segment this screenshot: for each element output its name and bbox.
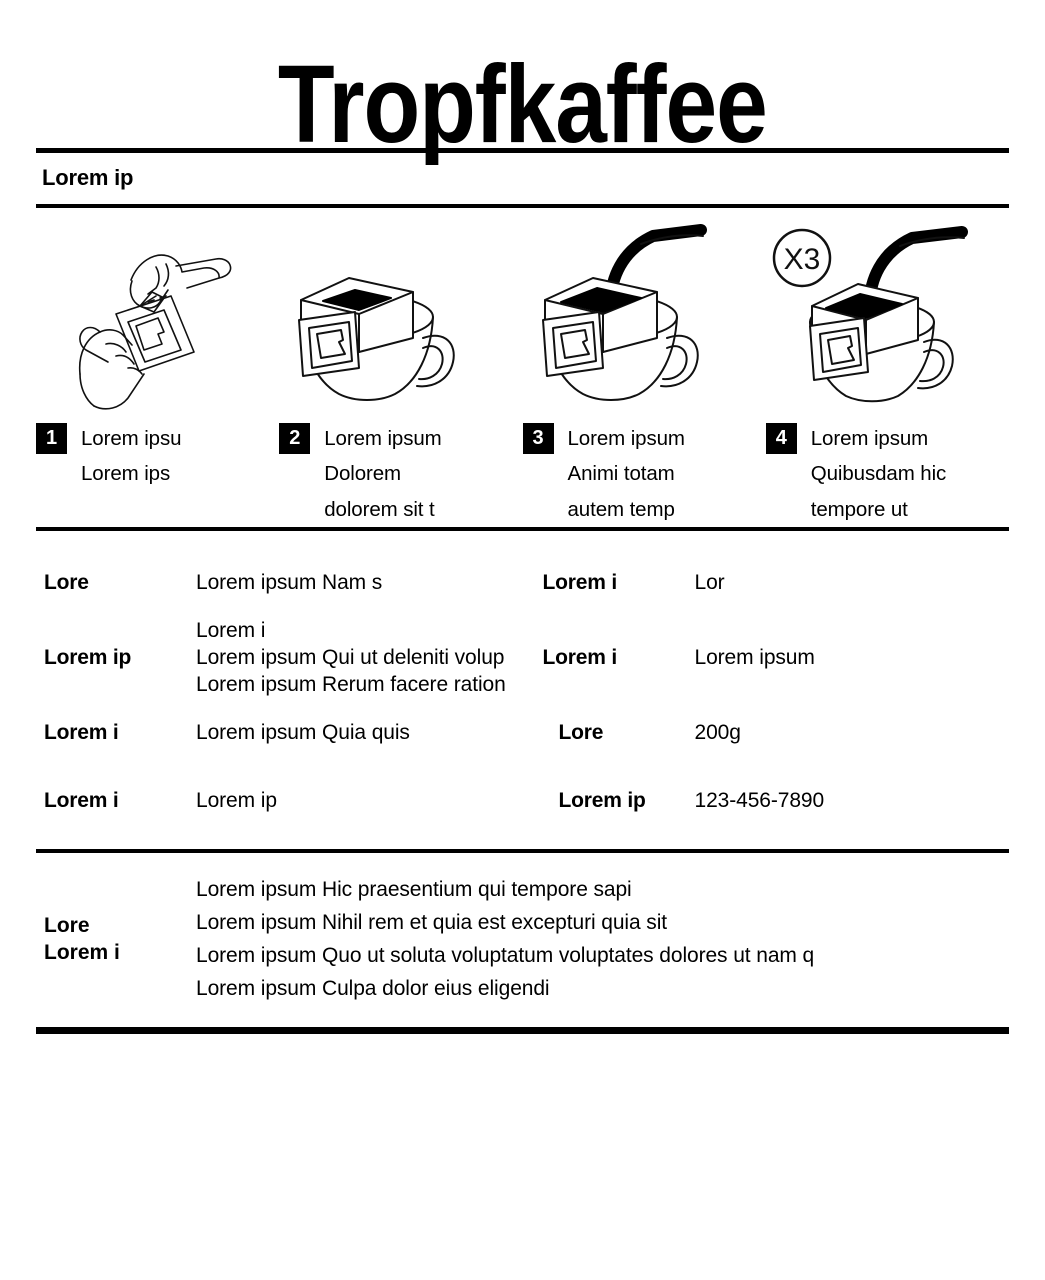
step-2-illustration: [279, 222, 508, 417]
spec-label: Lorem ip: [44, 645, 132, 669]
spec-cell-left: [36, 719, 523, 746]
step-3-line-1: Lorem ipsum: [567, 427, 685, 450]
spec-value: [196, 569, 382, 596]
table-row: [36, 617, 1009, 699]
spec-value-line: 200g: [694, 720, 741, 744]
pouring-water-into-drip-bag-icon: [523, 222, 758, 417]
spec-value-line: 123-456-7890: [694, 788, 825, 812]
spec-value: [196, 787, 277, 814]
table-row: [36, 767, 1009, 835]
spec-value-line: Lorem ipsum Rerum facere ration: [196, 673, 506, 697]
spec-label: Lorem ip: [558, 788, 646, 812]
spec-cell-left: [36, 569, 523, 596]
repeat-badge-label: X3: [783, 243, 821, 276]
spec-label: Lorem i: [542, 570, 617, 594]
notes-label-line-2: Lorem i: [44, 940, 120, 964]
step-4-text: [811, 421, 946, 527]
step-3-text: [568, 421, 685, 527]
step-1-line-2: Lorem ips: [81, 462, 171, 486]
step-2-line-1: Lorem ipsum: [324, 427, 442, 450]
spec-label: Lorem i: [542, 645, 617, 669]
spec-label: Lorem i: [44, 788, 119, 812]
step-4-caption: [766, 417, 995, 527]
step-3: [523, 222, 766, 527]
notes-line: Lorem ipsum Quo ut soluta voluptatum voluptates dolores ut nam q: [196, 943, 815, 967]
spec-value-line: Lorem i: [196, 618, 266, 642]
step-4-line-1: Lorem ipsum: [810, 427, 929, 450]
spec-value-line: Lorem ipsum Quia quis: [196, 720, 410, 744]
notes-label: [36, 912, 196, 967]
step-1-number: 1: [36, 423, 67, 454]
notes-label-line-1: Lore: [44, 913, 90, 937]
spec-value-line: Lorem ip: [196, 788, 277, 812]
step-3-line-3: autem temp: [567, 497, 675, 521]
spec-value-line: Lorem ipsum Qui ut deleniti volup: [196, 646, 505, 670]
step-3-line-2: Animi totam: [567, 462, 675, 486]
notes-line: Lorem ipsum Culpa dolor eius eligendi: [196, 977, 550, 1001]
hands-tearing-drip-bag-icon: [36, 222, 286, 417]
notes-line: Lorem ipsum Nihil rem et quia est excepturi quia sit: [196, 910, 668, 934]
spec-label: Lore: [44, 570, 89, 594]
spec-cell-right: [523, 569, 1010, 596]
table-row: [36, 699, 1009, 767]
step-1-line-1: Lorem ipsu: [81, 427, 182, 450]
section-header: Lorem ip: [42, 165, 134, 190]
step-1: [36, 222, 279, 527]
spec-cell-left: [36, 787, 523, 814]
spec-value: [695, 787, 825, 814]
step-3-number: 3: [523, 423, 554, 454]
step-1-caption: [36, 417, 265, 492]
drip-bag-on-cup-icon: [279, 222, 514, 417]
step-2: [279, 222, 522, 527]
step-4: [766, 222, 1009, 527]
spec-cell-right: [523, 787, 1010, 814]
specs-table: [36, 531, 1009, 849]
spec-value: [695, 644, 815, 671]
step-4-number: 4: [766, 423, 797, 454]
spec-label: Lorem i: [44, 720, 119, 744]
pouring-water-repeat-icon: [766, 222, 1001, 417]
step-3-illustration: [523, 222, 752, 417]
step-2-number: 2: [279, 423, 310, 454]
page-title: Tropfkaffee: [278, 43, 767, 167]
notes-block: [36, 853, 1009, 1028]
step-2-text: [324, 421, 441, 527]
spec-value-line: Lorem ipsum: [694, 646, 815, 670]
step-3-caption: [523, 417, 752, 527]
notes-body: [196, 873, 814, 1006]
spec-value-line: Lorem ipsum Nam s: [196, 571, 383, 595]
spec-value: [196, 617, 506, 699]
spec-value: [695, 719, 741, 746]
spec-cell-right: [523, 719, 1010, 746]
table-row: [36, 549, 1009, 617]
divider-bottom: [36, 1027, 1009, 1034]
spec-cell-left: [36, 617, 523, 699]
spec-cell-right: [523, 644, 1010, 671]
spec-value-line: Lor: [694, 571, 725, 595]
step-2-caption: [279, 417, 508, 527]
step-1-text: [81, 421, 181, 492]
step-4-line-2: Quibusdam hic: [810, 462, 947, 486]
step-1-illustration: [36, 222, 265, 417]
spec-value: [196, 719, 410, 746]
step-4-illustration: [766, 222, 995, 417]
spec-value: [695, 569, 725, 596]
notes-line: Lorem ipsum Hic praesentium qui tempore sapi: [196, 877, 632, 901]
step-4-line-3: tempore ut: [810, 497, 908, 521]
step-2-line-3: dolorem sit t: [324, 497, 435, 521]
spec-label: Lore: [558, 720, 604, 744]
title-block: [0, 0, 1045, 167]
steps-row: [36, 208, 1009, 527]
step-2-line-2: Dolorem: [324, 462, 402, 486]
